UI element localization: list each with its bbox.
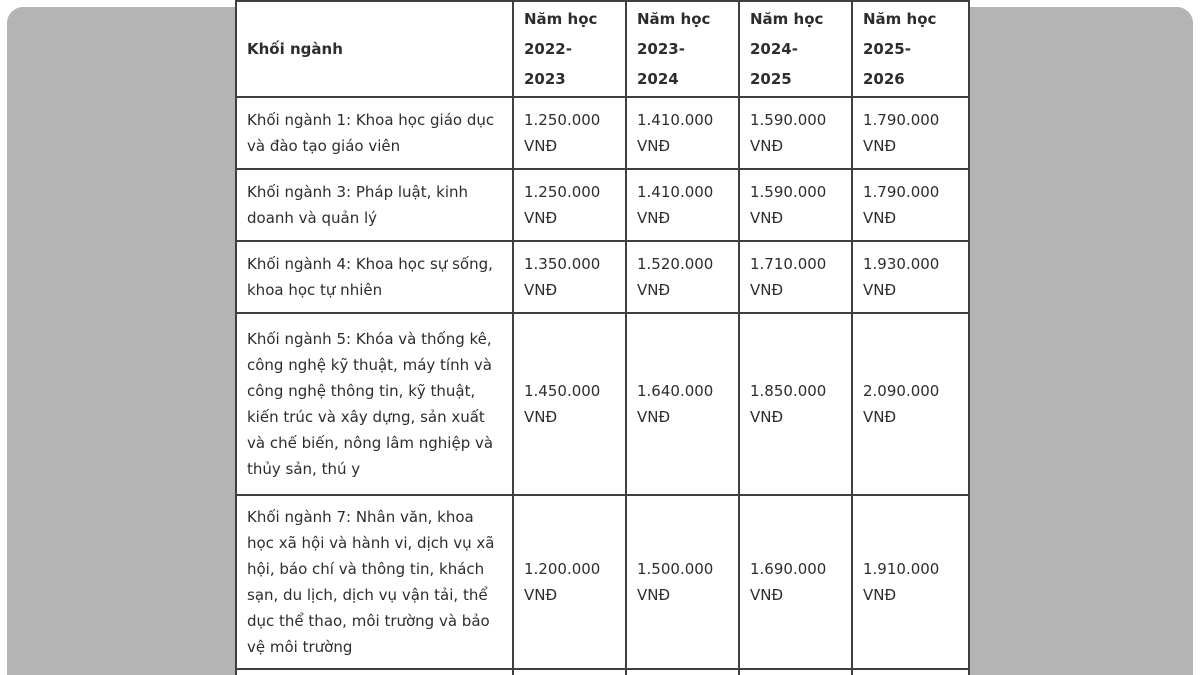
category-cell: Khối ngành 1: Khoa học giáo dục và đào tạo giáo viên: [236, 97, 513, 169]
header-cell-year-2024-2025: [739, 1, 852, 97]
category-cell: Khối ngành 4: Khoa học sự sống, khoa học tự nhiên: [236, 241, 513, 313]
category-cell: [236, 669, 513, 675]
header-year-line: 2024-: [750, 40, 798, 58]
value-cell: 1.790.000 VNĐ: [852, 169, 969, 241]
header-cell-year-2025-2026: [852, 1, 969, 97]
header-year-line: 2023-: [637, 40, 685, 58]
header-year-line: 2022-: [524, 40, 572, 58]
value-cell: 1.450.000 VNĐ: [513, 313, 626, 495]
header-year-line: 2026: [863, 70, 905, 88]
header-year-line: Năm học: [863, 10, 937, 28]
value-cell: 1.520.000 VNĐ: [626, 241, 739, 313]
value-cell: 1.250.000 VNĐ: [513, 97, 626, 169]
value-cell: 1.850.000 VNĐ: [739, 313, 852, 495]
value-cell: 2.090.000 VNĐ: [852, 313, 969, 495]
value-cell: 1.790.000 VNĐ: [852, 97, 969, 169]
value-cell: [852, 669, 969, 675]
table-row-khoi-nganh-1: [236, 97, 969, 169]
value-cell: 1.410.000 VNĐ: [626, 169, 739, 241]
header-cell-year-2022-2023: [513, 1, 626, 97]
tuition-table-panel: [235, 0, 968, 675]
value-cell: 1.590.000 VNĐ: [739, 97, 852, 169]
table-header-row: [236, 1, 969, 97]
value-cell: 1.200.000 VNĐ: [513, 495, 626, 669]
header-cell-year-2023-2024: [626, 1, 739, 97]
value-cell: 1.410.000 VNĐ: [626, 97, 739, 169]
value-cell: 1.590.000 VNĐ: [739, 169, 852, 241]
value-cell: [513, 669, 626, 675]
table-row-khoi-nganh-7: [236, 495, 969, 669]
value-cell: [739, 669, 852, 675]
header-year-line: 2023: [524, 70, 566, 88]
value-cell: 1.640.000 VNĐ: [626, 313, 739, 495]
category-cell: Khối ngành 7: Nhân văn, khoa học xã hội và hành vi, dịch vụ xã hội, báo chí và thông tin, khách sạn, du lịch, dịch vụ vận tải, thể dục thể thao, môi trường và bảo vệ môi trường: [236, 495, 513, 669]
category-cell: Khối ngành 5: Khóa và thống kê, công nghệ kỹ thuật, máy tính và công nghệ thông tin, kỹ thuật, kiến trúc và xây dựng, sản xuất và chế biến, nông lâm nghiệp và thủy sản, thú y: [236, 313, 513, 495]
header-year-line: 2025-: [863, 40, 911, 58]
header-year-line: Năm học: [524, 10, 598, 28]
table-row-khoi-nganh-4: [236, 241, 969, 313]
table-row-khoi-nganh-3: [236, 169, 969, 241]
value-cell: 1.710.000 VNĐ: [739, 241, 852, 313]
value-cell: 1.930.000 VNĐ: [852, 241, 969, 313]
value-cell: [626, 669, 739, 675]
value-cell: 1.690.000 VNĐ: [739, 495, 852, 669]
table-row-khoi-nganh-5: [236, 313, 969, 495]
header-year-line: 2025: [750, 70, 792, 88]
category-cell: Khối ngành 3: Pháp luật, kinh doanh và quản lý: [236, 169, 513, 241]
table-row-partial-cutoff: [236, 669, 969, 675]
header-year-line: Năm học: [637, 10, 711, 28]
value-cell: 1.350.000 VNĐ: [513, 241, 626, 313]
header-year-line: Năm học: [750, 10, 824, 28]
value-cell: 1.500.000 VNĐ: [626, 495, 739, 669]
header-cell-category: Khối ngành: [236, 1, 513, 97]
value-cell: 1.250.000 VNĐ: [513, 169, 626, 241]
header-year-line: 2024: [637, 70, 679, 88]
value-cell: 1.910.000 VNĐ: [852, 495, 969, 669]
tuition-fee-table: [235, 0, 970, 675]
